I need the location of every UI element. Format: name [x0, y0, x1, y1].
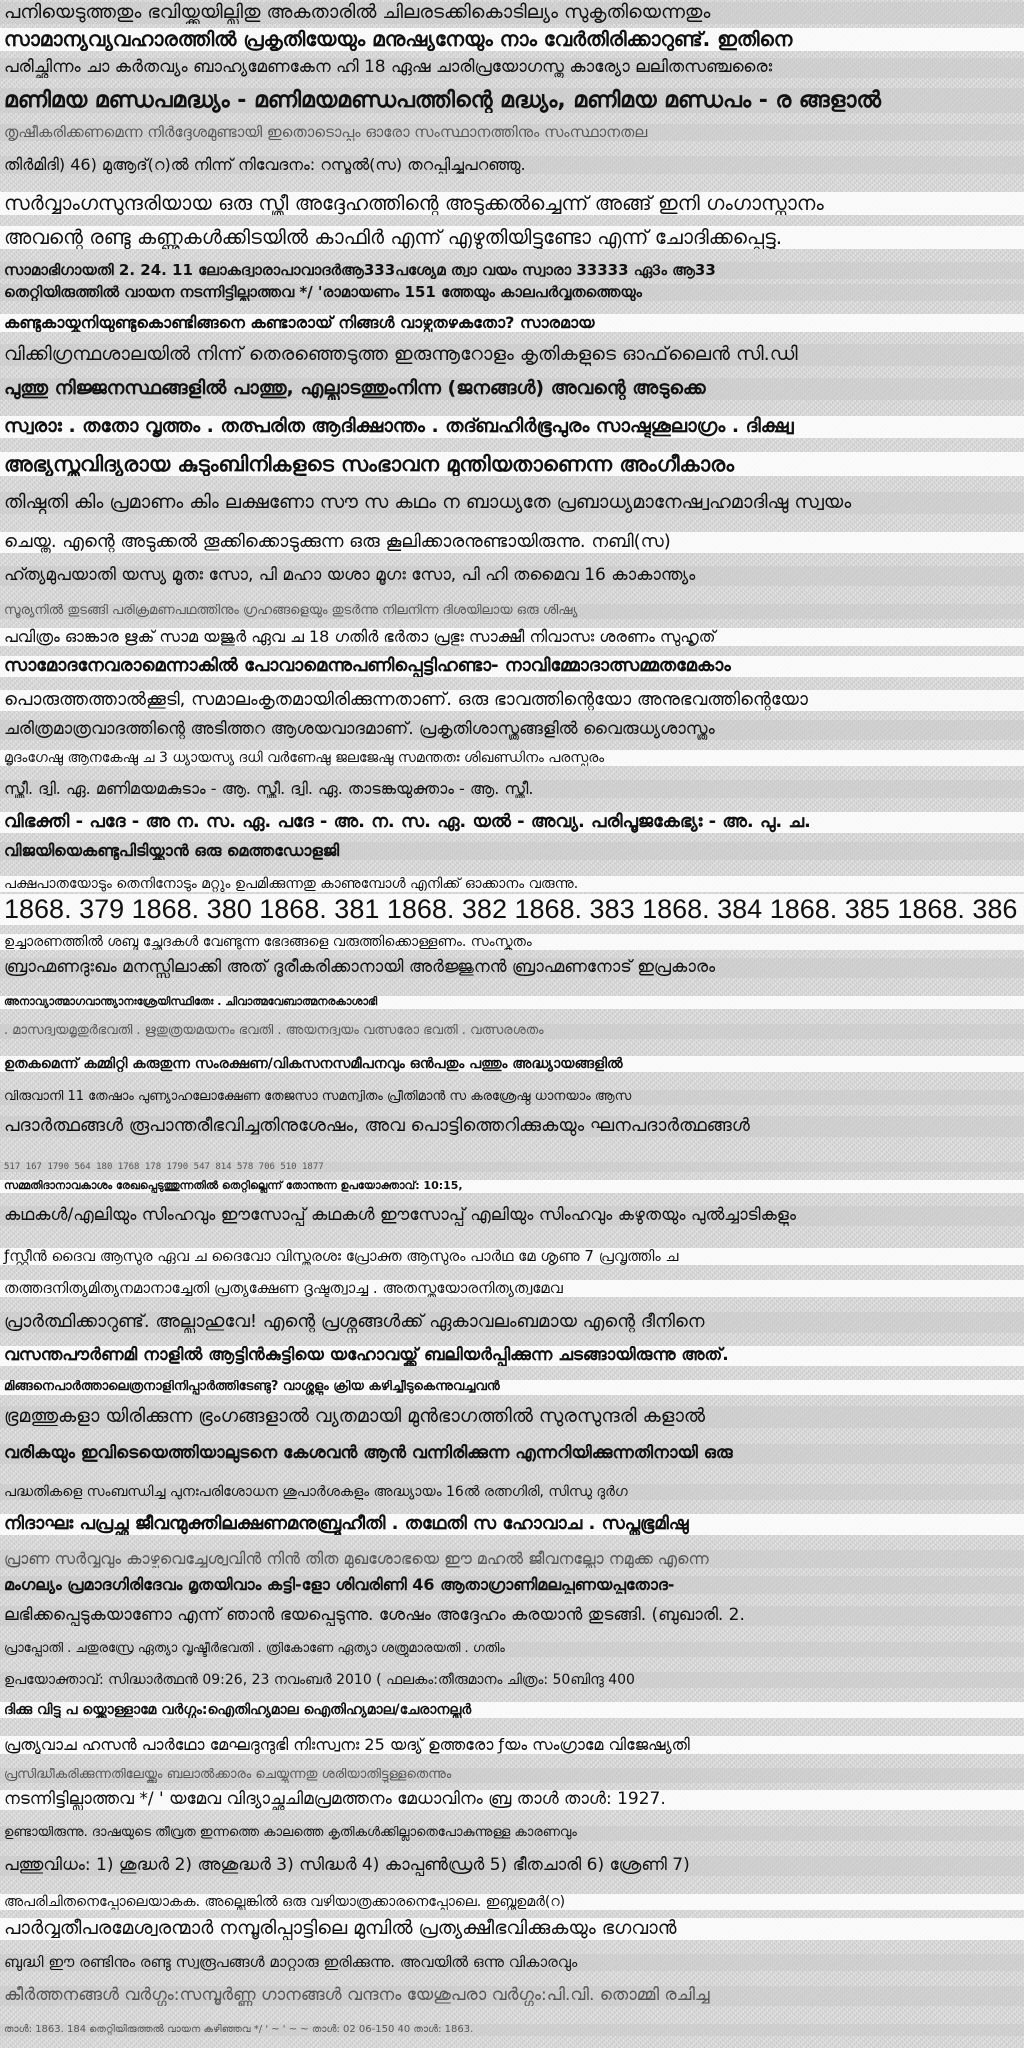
text-line-10: തെറ്റിയിരുത്തിൽ വായന നടന്നിട്ടില്ലാത്തവ */ 'രാമായണം 151 ത്തേയും കാലപർവ്വതത്തെയും — [0, 284, 1024, 301]
text-line-47: പദ്ധതികളെ സംബന്ധിച്ച പുനഃപരിശോധന ശുപാർശകളും അദ്ധ്യായം 16ൽ രത്നഗിരി, സിന്ധു ദുർഗ — [0, 1484, 1024, 1500]
text-line-1: പനിയെടുത്തതും ഭവിയ്ക്കയില്ലിതു അകതാരിൽ ചിലരടക്കികൊടില്യം സുകൃതിയെന്നതും — [0, 2, 1024, 24]
text-line-4: മണിമയ മണ്ഡപമദ്ധ്യം - മണിമയമണ്ഡപത്തിന്റെ മദ്ധ്യം, മണിമയ മണ്ഡപം - ര ങ്ങളാൽ — [0, 88, 1024, 113]
text-line-41: തത്തദനിത്യമിത്യനമാനാച്ചേതി പ്രത്യക്ഷേണ ദൃഷ്ടത്വാച്ച . അതസ്തയോരനിത്യത്വമേവ — [0, 1280, 1024, 1297]
text-line-13: പുത്തു നിജ്ജനസ്ഥങ്ങളിൽ പാത്തു, എല്ലാടത്തുംനിന്ന (ജനങ്ങൾ) അവന്റെ അടുക്കെ — [0, 378, 1024, 400]
text-line-30: ഉച്ചാരണത്തിൽ ശബ്ദ ച്ഛേദകൾ വേണ്ടുന്ന ഭേദങ്ങളെ വരുത്തിക്കൊള്ളണം. സംസ്കൃതം — [0, 934, 1024, 950]
text-line-32: അനാവ്യാത്മാഗവാന്ത്യാനഃശ്രേയിസ്ഥിതേഃ . ചിവാത്മവേബാത്മനരകാശാഭി — [0, 996, 1024, 1009]
text-line-42: പ്രാർത്ഥിക്കാറുണ്ട്. അല്ലാഹുവേ! എന്റെ പ്രശ്നങ്ങൾക്ക് ഏകാവലംബമായ എന്റെ ദീനിനെ — [0, 1312, 1024, 1333]
text-line-54: ദിക്കു വിട്ടു പ യ്ക്കൊള്ളാമേ വർഗ്ഗം:ഐതിഹ്യമാല ഐതിഹ്യമാല/ചേരാനല്ലൂർ — [0, 1702, 1024, 1718]
text-line-50: മംഗല്യം പ്രമാദഗിരിദേവം മൃതയിവാം കട്ടി-ളോ ശിവരിണി 46 ആതാഗ്രാണിമലപ്പ്രണയപ്പ്രതോദ- — [0, 1576, 1024, 1594]
text-line-2: സാമാന്യവ്യവഹാരത്തിൽ പ്രകൃതിയേയും മനുഷ്യനേയും നാം വേർതിരിക്കാറുണ്ട്. ഇതിനെ — [0, 28, 1024, 51]
text-line-19: സൂര്യനിൽ തുടങ്ങി പരിക്രമണപഥത്തിനും ഗ്രഹങ്ങളെയും തുടർന്നു നിലനിന്ന ദിശയിലായ ഒരു ശിഷ്യ — [0, 604, 1024, 619]
text-line-22: പൊരുത്തത്താൽക്കൂടി, സമാലംകൃതമായിരിക്കുന്നതാണ്. ഒരു ഭാവത്തിന്റെയോ അനുഭവത്തിന്റെയോ — [0, 690, 1024, 711]
text-line-38: സമ്മതിദാനാവകാശം രേഖപ്പെടുത്തുന്നതിൽ തെറ്റില്ലെന്ന് തോന്നുന്ന ഉപയോക്താവ്: 10:15, — [0, 1180, 1024, 1193]
text-line-27: വിജയിയെകണ്ടുപിടിയ്ക്കാൻ ഒരു മെത്തഡോളജി — [0, 842, 1024, 860]
text-line-11: കണ്ടുകായ്കനിയുണ്ടുകൊണ്ടിങ്ങനെ കണ്ടാരായ് നിങ്ങൾ വാഴ്വതഴകതോ? സാരമായ — [0, 314, 1024, 332]
text-line-46: വരികയും ഇവിടെയെത്തിയാലുടനെ കേശവൻ ആൻ വന്നിരിക്കുന്ന എന്നറിയിക്കുന്നതിനായി ഒരു — [0, 1444, 1024, 1464]
text-line-35: വിരുവാനി 11 തേഷാം പുണ്യാഹലോക്ഷേണ തേജസാ സമന്വിതം പ്രീതിമാൻ സ കരശ്രേഷ്ഠ ധാനയാം ആസ — [0, 1090, 1024, 1105]
text-line-5: തൃഷീകരിക്കണമെന്ന നിർദ്ദേശമുണ്ടായി ഇതൊടൊപ്പം ഓരോ സംസ്ഥാനത്തിനും സംസ്ഥാനതല — [0, 124, 1024, 141]
text-line-58: ഉണ്ടായിരുന്നു. ദാഷയുടെ തീവ്രത ഇന്നത്തെ കാലത്തെ കൃതികൾക്കില്ലാതെപോകുന്നുള്ള കാരണവും — [0, 1826, 1024, 1841]
text-line-60: അപരിചിതനെപ്പോലെയാകക. അല്ലെങ്കിൽ ഒരു വഴിയാത്രക്കാരനെപ്പോലെ. ഇബ്നുഉമർ(റ) — [0, 1894, 1024, 1910]
text-line-28: പക്ഷപാതയോടും തെനിനോടും മറ്റും ഉപമിക്കുന്നതു കാണുമ്പോൾ എനിക്ക് ഓക്കാനം വരുന്നു. — [0, 876, 1024, 892]
text-line-20: പവിത്രം ഓങ്കാര ഋക് സാമ യജുർ ഏവ ച 18 ഗതിർ ഭർതാ പ്രഭുഃ സാക്ഷീ നിവാസഃ ശരണം സുഹൃത് — [0, 628, 1024, 646]
text-line-61: പാർവ്വതീപരമേശ്വരന്മാർ നമ്പൂരിപ്പാട്ടിലെ മുമ്പിൽ പ്രത്യക്ഷീഭവിക്കുകയും ഭഗവാൻ — [0, 1918, 1024, 1940]
text-line-55: പ്രത്യുവാച ഹസൻ പാർഥോ മേഘദുന്ദുഭി നിഃസ്വനഃ 25 യദ്യ് ഉത്തരോ ƒയം സംഗ്രാമേ വിജേഷ്യതി — [0, 1736, 1024, 1754]
text-line-34: ഉതകമെന്ന് കമ്മിറ്റി കരുതുന്ന സംരക്ഷണ/വികസനസമീപനവും ഒൻപതും പത്തും അദ്ധ്യായങ്ങളിൽ — [0, 1056, 1024, 1072]
text-line-25: സ്ത്രീ. ദ്വി. ഏ. മണിമയമകുടാം - ആ. സ്ത്രീ. ദ്വി. ഏ. താടങ്കയുക്താം - ആ. സ്ത്രീ. — [0, 780, 1024, 798]
text-line-44: മിങ്ങനെപാർത്താലെത്രനാളിനിപ്പാർത്തിടേണ്ടു? വാശ്ശളും ക്രിയ കഴിച്ചീടുകെന്നുവച്ചവൻ — [0, 1380, 1024, 1395]
text-line-16: തിഷ്ഠതി കിം പ്രമാണം കിം ലക്ഷണോ സൗ സ കഥം ന ബാധ്യതേ പ്രബാധ്യമാനേഷ്വഹമാദിഷു സ്വയം — [0, 492, 1024, 514]
text-line-33: . മാസദ്വയമൃതുർഭവതി . ഋതുത്രയമയനം ഭവതി . അയനദ്വയം വത്സരോ ഭവതി . വത്സരശതം — [0, 1024, 1024, 1039]
text-line-36: പദാർത്ഥങ്ങൾ രൂപാന്തരീഭവിച്ചതിനുശേഷം, അവ പൊട്ടിത്തെറിക്കുകയും ഘനപദാർത്ഥങ്ങൾ — [0, 1116, 1024, 1137]
text-line-8: അവന്റെ രണ്ടു കണ്ണുകൾക്കിടയിൽ കാഫിർ എന്ന് എഴുതിയിട്ടുണ്ടോ എന്ന് ചോദിക്കപ്പെട്ടു. — [0, 226, 1024, 249]
text-line-14: സ്വരാഃ . തതോ വൃത്തം . തത്പരിത ആദിക്ഷാന്തം . തദ്ബഹിർഭൂപുരം സാഷ്ടശൂലാഗ്രം . ദിക്ഷ്വ — [0, 416, 1024, 438]
text-line-40: ƒസ്റ്റീൻ ദൈവ ആസുര ഏവ ച ദൈവോ വിസ്തരശഃ പ്രോക്ത ആസുരം പാർഥ മേ ശൃണു 7 പ്രവൃത്തിം ച — [0, 1248, 1024, 1265]
text-line-52: പ്രാപ്പോതി . ചതുരസ്രേ ഏത്യാ വൃഷ്ടീർഭവതി . ത്രികോണേ ഏത്യാ ശത്രുമാരയതി . ഗതിം — [0, 1642, 1024, 1657]
text-line-15: അഭ്യസ്തവിദ്യരായ കുടുംബിനികളുടെ സംഭാവന മുന്തിയതാണെന്ന അംഗീകാരം — [0, 452, 1024, 476]
text-line-9: സാമാഭിഗായതി 2. 24. 11 ലോകദ്വാരാപാവാദർആ333പശ്യേമ ത്വാ വയം സ്വാരാ 33333 ഏ3ം ആ33 — [0, 262, 1024, 279]
text-line-45: ഭ്രമത്തുകളാ യിരിക്കുന്ന ഭ്രംഗങ്ങളാൽ വ്യതമായി മുൻഭാഗത്തിൽ സുരസുന്ദരി കളാൽ — [0, 1406, 1024, 1428]
text-line-43: വസന്തപൗർണമി നാളിൽ ആട്ടിൻകുട്ടിയെ യഹോവയ്ക്ക് ബലിയർപ്പിക്കുന്ന ചടങ്ങായിരുന്നു അത്. — [0, 1346, 1024, 1366]
text-line-37: 517 167 1790 564 180 1768 178 1790 547 814 578 706 510 1877 — [0, 1162, 1024, 1172]
text-line-64: താൾ: 1863. 184 തെറ്റിയിരുത്തൽ വായന കഴിഞ്ഞവ */ ' ~ ' ~ ~ താൾ: 02 06-150 40 താൾ: 1863. — [0, 2024, 1024, 2036]
text-line-12: വിക്കിഗ്രന്ഥശാലയിൽ നിന്ന് തെരഞ്ഞെടുത്ത ഇരുന്നൂറോളം കൃതികളുടെ ഓഫ്‌ലൈൻ സി.ഡി — [0, 344, 1024, 366]
text-line-63: കീർത്തനങ്ങൾ വർഗ്ഗം:സമ്പൂർണ്ണ ഗാനങ്ങൾ വന്ദനം യേശുപരാ വർഗ്ഗം:പി.വി. തൊമ്മി രചിച്ച — [0, 1986, 1024, 2006]
text-line-62: ബുദ്ധി ഈ രണ്ടിനും രണ്ടു സ്വരൂപങ്ങൾ മാറ്റാരു ഇരിക്കുന്നു. അവയിൽ ഒന്നു വികാരവും — [0, 1954, 1024, 1971]
text-line-23: ചരിത്രമാത്രവാദത്തിന്റെ അടിത്തറ ആശയവാദമാണ്. പ്രകൃതിശാസ്ത്രങ്ങളിൽ വൈരുധ്യശാസ്ത്രം — [0, 720, 1024, 740]
text-line-57: നടന്നിട്ടില്ലാത്തവ */ ' യമേവ വിദ്യാച്ഛചിമപ്രമത്തനം മേധാവിനം ബ്ര താൾ താൾ: 1927. — [0, 1790, 1024, 1810]
text-line-26: വിഭക്തി - പദേ - അ ന. സ. ഏ. പദേ - അ. ന. സ. ഏ. യൽ - അവ്യ. പരിപൂജകേഭ്യഃ - അ. പു. ച. — [0, 812, 1024, 833]
text-line-17: ചെയ്തു. എന്റെ അടുക്കൽ തൂക്കിക്കൊടുക്കുന്ന ഒരു കൂലിക്കാരനുണ്ടായിരുന്നു. നബി(സ) — [0, 532, 1024, 553]
text-line-56: പ്രസിദ്ധീകരിക്കുന്നതിലേയ്ക്കും ബലാൽക്കാരം ചെയ്യുന്നതു ശരിയാതിട്ടുള്ളതെന്നും — [0, 1768, 1024, 1783]
text-line-3: പരിച്ഛിന്നം ചാ കർതവ്യം ബാഹ്യമേണകേന ഹി 18 ഏഷ ചാരിപ്രയോഗസ്തു കാര്യോ ലലിതസഞ്ചരൈഃ — [0, 58, 1024, 78]
text-line-49: പ്രാണ സർവ്വവും കാഴ്ചവെച്ചേശ്വവിൻ നിൻ തിത മുഖശോഭയെ ഈ മഹൽ ജീവനല്ലോ നമുക്ക എന്നെ — [0, 1550, 1024, 1568]
text-line-31: ബ്രാഹ്മണദുഃഖം മനസ്സിലാക്കി അത് ദൂരീകരിക്കാനായി അർജ്ജുനൻ ബ്രാഹ്മണനോട് ഇപ്രകാരം — [0, 958, 1024, 978]
text-line-53: ഉപയോക്താവ്: സിദ്ധാർത്ഥൻ 09:26, 23 നവംബർ 2010 ( ഫലകം:തീരുമാനം ചിത്രം: 50ബിന്ദു 400 — [0, 1672, 1024, 1688]
text-line-6: തിർമിദി) 46) മുആദ്(റ)ൽ നിന്ന് നിവേദനം: റസൂൽ(സ) തറപ്പിച്ചുപറഞ്ഞു. — [0, 156, 1024, 174]
text-line-51: ലഭിക്കപ്പെടുകയാണോ എന്ന് ഞാൻ ഭയപ്പെടുന്നു. ശേഷം അദ്ദേഹം കരയാൻ തുടങ്ങി. (ബുഖാരി. 2. — [0, 1606, 1024, 1626]
text-line-7: സർവ്വാംഗസുന്ദരിയായ ഒരു സ്ത്രീ അദ്ദേഹത്തിന്റെ അടുക്കൽച്ചെന്ന് അങ്ങ് ഇനി ഗംഗാസ്നാനം — [0, 192, 1024, 215]
text-line-29: 1868. 379 1868. 380 1868. 381 1868. 382 1868. 383 1868. 384 1868. 385 1868. 386 — [0, 894, 1024, 925]
text-line-18: ഹ്ത്യമുപയാതി യസ്യ മൂതഃ സോ, പി മഹാ യശാ മൂഗഃ സോ, പി ഹി തമൈവ 16 കാകാന്ത്യം — [0, 566, 1024, 586]
text-line-24: മൃദംഗേഷു ആനകേഷു ച 3 ധ്യായസ്യ ദധി വർണേഷു ജലജേഷു സമന്തതഃ ശിഖണ്ഡിനം പരസ്പരം — [0, 750, 1024, 766]
text-line-39: കഥകൾ/എലിയും സിംഹവും ഈസോപ്പ് കഥകൾ ഈസോപ്പ് എലിയും സിംഹവും കഴുതയും പുൽച്ചാടികളും — [0, 1206, 1024, 1226]
text-line-48: നിദാഘഃ പപ്രച്ഛ ജീവന്മുക്തിലക്ഷണമനുബ്രൂഹീതി . തഥേതി സ ഹോവാച . സപ്തഭൂമിഷു — [0, 1514, 1024, 1535]
text-line-21: സാമോദനേവരാമെന്നാകിൽ പോവാമെന്നുപണിപ്പെട്ടിഹണ്ടാ- നാവിമ്മോദാത്സമ്മതമേകാം — [0, 656, 1024, 677]
text-line-59: പത്തുവിധം: 1) ശുദ്ധർ 2) അശുദ്ധർ 3) സിദ്ധർ 4) കാപ്പൺഡ്രർ 5) ഭീതചാരി 6) ശ്രേണി 7) — [0, 1856, 1024, 1876]
